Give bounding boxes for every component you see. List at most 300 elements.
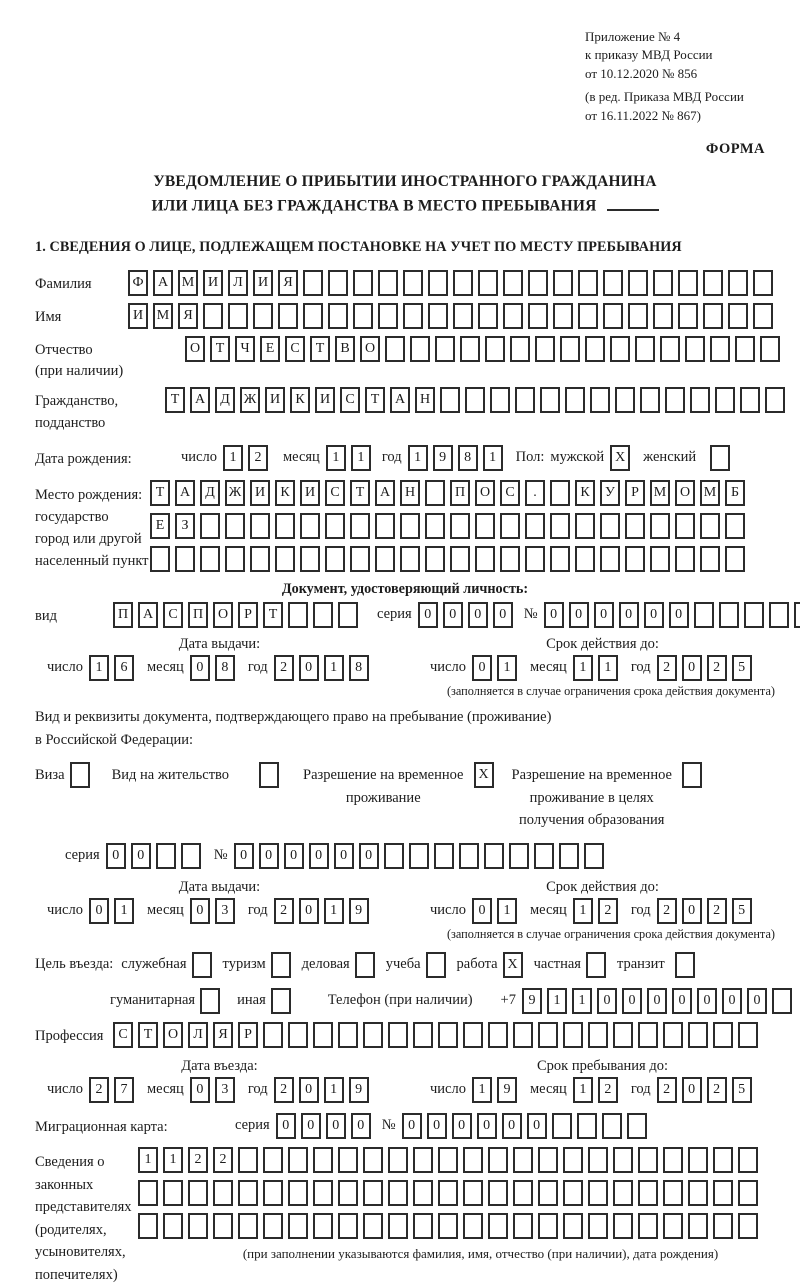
char-cell[interactable]: 0 (682, 1077, 702, 1103)
char-cell[interactable] (540, 387, 560, 413)
char-cell[interactable]: М (153, 303, 173, 329)
char-cell[interactable] (685, 336, 705, 362)
char-cell[interactable]: 2 (248, 445, 268, 471)
char-cell[interactable]: 1 (163, 1147, 183, 1173)
char-cell[interactable]: Р (238, 1022, 258, 1048)
char-cell[interactable] (263, 1147, 283, 1173)
char-cell[interactable] (275, 513, 295, 539)
char-cell[interactable]: 5 (732, 655, 752, 681)
char-cell[interactable]: Е (260, 336, 280, 362)
char-cell[interactable] (385, 336, 405, 362)
char-cell[interactable] (575, 546, 595, 572)
char-cell[interactable] (563, 1180, 583, 1206)
char-cell[interactable]: Н (400, 480, 420, 506)
char-cell[interactable] (288, 1180, 308, 1206)
char-cell[interactable]: 1 (572, 988, 592, 1014)
char-cell[interactable] (413, 1022, 433, 1048)
char-cell[interactable]: 0 (477, 1113, 497, 1139)
char-cell[interactable] (238, 1180, 258, 1206)
char-cell[interactable]: 0 (472, 898, 492, 924)
char-cell[interactable] (288, 1213, 308, 1239)
char-cell[interactable] (475, 546, 495, 572)
char-cell[interactable]: 0 (334, 843, 354, 869)
char-cell[interactable] (753, 303, 773, 329)
char-cell[interactable] (413, 1213, 433, 1239)
char-cell[interactable]: П (188, 602, 208, 628)
char-cell[interactable] (735, 336, 755, 362)
char-cell[interactable] (550, 513, 570, 539)
char-cell[interactable]: Ж (225, 480, 245, 506)
purpose-business-checkbox[interactable] (355, 952, 375, 978)
char-cell[interactable] (303, 270, 323, 296)
char-cell[interactable]: 1 (114, 898, 134, 924)
char-cell[interactable] (650, 513, 670, 539)
char-cell[interactable]: 3 (215, 898, 235, 924)
char-cell[interactable]: К (275, 480, 295, 506)
char-cell[interactable]: Т (350, 480, 370, 506)
char-cell[interactable]: З (175, 513, 195, 539)
char-cell[interactable] (613, 1022, 633, 1048)
char-cell[interactable] (500, 513, 520, 539)
char-cell[interactable]: 2 (188, 1147, 208, 1173)
char-cell[interactable] (428, 303, 448, 329)
char-cell[interactable] (638, 1213, 658, 1239)
temporary-residence-checkbox[interactable]: X (474, 762, 494, 788)
char-cell[interactable] (428, 270, 448, 296)
char-cell[interactable]: Т (165, 387, 185, 413)
char-cell[interactable] (453, 270, 473, 296)
char-cell[interactable] (603, 303, 623, 329)
char-cell[interactable] (250, 513, 270, 539)
char-cell[interactable] (563, 1147, 583, 1173)
char-cell[interactable]: 1 (497, 655, 517, 681)
char-cell[interactable] (163, 1180, 183, 1206)
char-cell[interactable] (150, 546, 170, 572)
char-cell[interactable] (378, 270, 398, 296)
char-cell[interactable] (694, 602, 714, 628)
visa-checkbox[interactable] (70, 762, 90, 788)
char-cell[interactable] (563, 1022, 583, 1048)
char-cell[interactable] (503, 270, 523, 296)
char-cell[interactable]: М (700, 480, 720, 506)
char-cell[interactable]: 2 (274, 898, 294, 924)
char-cell[interactable] (225, 513, 245, 539)
char-cell[interactable] (713, 1180, 733, 1206)
char-cell[interactable]: О (213, 602, 233, 628)
char-cell[interactable]: И (203, 270, 223, 296)
char-cell[interactable] (515, 387, 535, 413)
char-cell[interactable]: У (600, 480, 620, 506)
char-cell[interactable] (538, 1180, 558, 1206)
char-cell[interactable] (513, 1147, 533, 1173)
char-cell[interactable] (663, 1022, 683, 1048)
char-cell[interactable]: Е (150, 513, 170, 539)
char-cell[interactable] (313, 1022, 333, 1048)
char-cell[interactable] (613, 1180, 633, 1206)
char-cell[interactable] (400, 513, 420, 539)
char-cell[interactable] (500, 546, 520, 572)
char-cell[interactable] (703, 270, 723, 296)
char-cell[interactable]: О (163, 1022, 183, 1048)
char-cell[interactable] (688, 1022, 708, 1048)
temporary-residence-education-checkbox[interactable] (682, 762, 702, 788)
char-cell[interactable] (434, 843, 454, 869)
char-cell[interactable] (503, 303, 523, 329)
char-cell[interactable] (738, 1147, 758, 1173)
char-cell[interactable]: 5 (732, 898, 752, 924)
char-cell[interactable]: 0 (443, 602, 463, 628)
char-cell[interactable] (313, 1180, 333, 1206)
char-cell[interactable]: 0 (569, 602, 589, 628)
char-cell[interactable]: 0 (309, 843, 329, 869)
char-cell[interactable]: 2 (213, 1147, 233, 1173)
char-cell[interactable] (490, 387, 510, 413)
char-cell[interactable] (438, 1147, 458, 1173)
char-cell[interactable] (653, 303, 673, 329)
char-cell[interactable] (794, 602, 800, 628)
char-cell[interactable] (328, 270, 348, 296)
char-cell[interactable]: 1 (324, 898, 344, 924)
char-cell[interactable] (313, 1147, 333, 1173)
char-cell[interactable] (738, 1180, 758, 1206)
char-cell[interactable] (463, 1180, 483, 1206)
char-cell[interactable]: 0 (597, 988, 617, 1014)
char-cell[interactable]: Д (215, 387, 235, 413)
char-cell[interactable]: Ж (240, 387, 260, 413)
char-cell[interactable]: 0 (544, 602, 564, 628)
char-cell[interactable]: М (178, 270, 198, 296)
char-cell[interactable]: 8 (458, 445, 478, 471)
char-cell[interactable]: С (163, 602, 183, 628)
char-cell[interactable]: 6 (114, 655, 134, 681)
char-cell[interactable] (703, 303, 723, 329)
char-cell[interactable] (613, 1147, 633, 1173)
char-cell[interactable]: 0 (190, 898, 210, 924)
char-cell[interactable] (475, 513, 495, 539)
char-cell[interactable] (228, 303, 248, 329)
char-cell[interactable] (528, 270, 548, 296)
char-cell[interactable]: 8 (215, 655, 235, 681)
char-cell[interactable]: 0 (502, 1113, 522, 1139)
char-cell[interactable] (378, 303, 398, 329)
char-cell[interactable] (528, 303, 548, 329)
char-cell[interactable] (753, 270, 773, 296)
char-cell[interactable] (538, 1022, 558, 1048)
char-cell[interactable] (440, 387, 460, 413)
char-cell[interactable]: 2 (707, 1077, 727, 1103)
char-cell[interactable]: 1 (223, 445, 243, 471)
char-cell[interactable] (459, 843, 479, 869)
char-cell[interactable] (478, 303, 498, 329)
char-cell[interactable]: В (335, 336, 355, 362)
char-cell[interactable] (559, 843, 579, 869)
char-cell[interactable] (313, 602, 333, 628)
char-cell[interactable] (238, 1213, 258, 1239)
char-cell[interactable] (610, 336, 630, 362)
char-cell[interactable]: 1 (326, 445, 346, 471)
char-cell[interactable] (725, 546, 745, 572)
char-cell[interactable] (588, 1147, 608, 1173)
char-cell[interactable]: 2 (598, 1077, 618, 1103)
char-cell[interactable]: О (475, 480, 495, 506)
char-cell[interactable]: Я (213, 1022, 233, 1048)
char-cell[interactable]: 9 (433, 445, 453, 471)
char-cell[interactable]: Т (150, 480, 170, 506)
char-cell[interactable] (584, 843, 604, 869)
char-cell[interactable]: О (675, 480, 695, 506)
char-cell[interactable]: Р (238, 602, 258, 628)
char-cell[interactable]: Т (263, 602, 283, 628)
char-cell[interactable]: 9 (349, 1077, 369, 1103)
char-cell[interactable] (213, 1213, 233, 1239)
char-cell[interactable]: 2 (89, 1077, 109, 1103)
char-cell[interactable] (278, 303, 298, 329)
char-cell[interactable] (238, 1147, 258, 1173)
char-cell[interactable] (744, 602, 764, 628)
char-cell[interactable] (625, 513, 645, 539)
char-cell[interactable]: А (153, 270, 173, 296)
char-cell[interactable] (772, 988, 792, 1014)
char-cell[interactable] (353, 303, 373, 329)
char-cell[interactable] (590, 387, 610, 413)
char-cell[interactable] (338, 1180, 358, 1206)
char-cell[interactable] (638, 1147, 658, 1173)
char-cell[interactable] (513, 1213, 533, 1239)
char-cell[interactable] (602, 1113, 622, 1139)
char-cell[interactable]: 1 (547, 988, 567, 1014)
residence-permit-checkbox[interactable] (259, 762, 279, 788)
char-cell[interactable]: Л (228, 270, 248, 296)
char-cell[interactable] (203, 303, 223, 329)
purpose-work-checkbox[interactable]: X (503, 952, 523, 978)
char-cell[interactable] (615, 387, 635, 413)
char-cell[interactable]: 0 (299, 655, 319, 681)
char-cell[interactable]: 1 (598, 655, 618, 681)
char-cell[interactable]: С (285, 336, 305, 362)
char-cell[interactable]: 0 (351, 1113, 371, 1139)
char-cell[interactable] (363, 1213, 383, 1239)
char-cell[interactable]: 7 (114, 1077, 134, 1103)
purpose-official-checkbox[interactable] (192, 952, 212, 978)
char-cell[interactable] (728, 303, 748, 329)
char-cell[interactable] (438, 1022, 458, 1048)
char-cell[interactable] (738, 1213, 758, 1239)
char-cell[interactable]: Л (188, 1022, 208, 1048)
char-cell[interactable] (613, 1213, 633, 1239)
char-cell[interactable] (525, 546, 545, 572)
char-cell[interactable] (350, 513, 370, 539)
char-cell[interactable]: С (500, 480, 520, 506)
char-cell[interactable] (640, 387, 660, 413)
char-cell[interactable] (552, 1113, 572, 1139)
char-cell[interactable] (350, 546, 370, 572)
char-cell[interactable] (534, 843, 554, 869)
char-cell[interactable] (578, 270, 598, 296)
char-cell[interactable]: А (138, 602, 158, 628)
char-cell[interactable] (628, 270, 648, 296)
char-cell[interactable] (688, 1180, 708, 1206)
char-cell[interactable]: А (190, 387, 210, 413)
char-cell[interactable]: 0 (472, 655, 492, 681)
char-cell[interactable]: 0 (402, 1113, 422, 1139)
char-cell[interactable] (288, 602, 308, 628)
char-cell[interactable] (384, 843, 404, 869)
purpose-study-checkbox[interactable] (426, 952, 446, 978)
char-cell[interactable] (338, 602, 358, 628)
char-cell[interactable]: 0 (190, 655, 210, 681)
purpose-transit-checkbox[interactable] (675, 952, 695, 978)
char-cell[interactable]: 0 (299, 898, 319, 924)
char-cell[interactable]: 0 (468, 602, 488, 628)
char-cell[interactable]: 0 (234, 843, 254, 869)
char-cell[interactable]: С (340, 387, 360, 413)
char-cell[interactable] (485, 336, 505, 362)
char-cell[interactable]: П (113, 602, 133, 628)
char-cell[interactable]: 2 (274, 655, 294, 681)
char-cell[interactable]: 2 (707, 898, 727, 924)
char-cell[interactable] (588, 1022, 608, 1048)
char-cell[interactable] (688, 1213, 708, 1239)
char-cell[interactable]: 1 (351, 445, 371, 471)
char-cell[interactable]: Р (625, 480, 645, 506)
char-cell[interactable]: Ч (235, 336, 255, 362)
char-cell[interactable] (338, 1213, 358, 1239)
char-cell[interactable] (325, 513, 345, 539)
char-cell[interactable] (410, 336, 430, 362)
char-cell[interactable] (715, 387, 735, 413)
char-cell[interactable] (738, 1022, 758, 1048)
char-cell[interactable] (700, 513, 720, 539)
char-cell[interactable]: 0 (697, 988, 717, 1014)
char-cell[interactable]: О (360, 336, 380, 362)
char-cell[interactable] (200, 546, 220, 572)
char-cell[interactable]: С (113, 1022, 133, 1048)
char-cell[interactable] (425, 546, 445, 572)
char-cell[interactable] (313, 1213, 333, 1239)
char-cell[interactable] (263, 1022, 283, 1048)
char-cell[interactable]: 1 (138, 1147, 158, 1173)
char-cell[interactable] (509, 843, 529, 869)
char-cell[interactable]: 0 (418, 602, 438, 628)
char-cell[interactable]: 0 (722, 988, 742, 1014)
char-cell[interactable] (575, 513, 595, 539)
char-cell[interactable] (560, 336, 580, 362)
char-cell[interactable] (588, 1213, 608, 1239)
char-cell[interactable] (760, 336, 780, 362)
char-cell[interactable] (403, 303, 423, 329)
char-cell[interactable] (588, 1180, 608, 1206)
char-cell[interactable] (488, 1147, 508, 1173)
char-cell[interactable]: Н (415, 387, 435, 413)
char-cell[interactable] (563, 1213, 583, 1239)
char-cell[interactable]: 0 (452, 1113, 472, 1139)
char-cell[interactable] (653, 270, 673, 296)
char-cell[interactable]: 0 (299, 1077, 319, 1103)
sex-female-checkbox[interactable] (710, 445, 730, 471)
char-cell[interactable]: А (175, 480, 195, 506)
char-cell[interactable] (550, 546, 570, 572)
char-cell[interactable] (288, 1022, 308, 1048)
purpose-private-checkbox[interactable] (586, 952, 606, 978)
char-cell[interactable] (663, 1213, 683, 1239)
char-cell[interactable]: 0 (747, 988, 767, 1014)
char-cell[interactable] (275, 546, 295, 572)
char-cell[interactable] (700, 546, 720, 572)
char-cell[interactable] (600, 513, 620, 539)
char-cell[interactable]: Т (310, 336, 330, 362)
char-cell[interactable] (565, 387, 585, 413)
char-cell[interactable]: 0 (619, 602, 639, 628)
char-cell[interactable]: 0 (672, 988, 692, 1014)
char-cell[interactable]: И (315, 387, 335, 413)
char-cell[interactable] (325, 546, 345, 572)
char-cell[interactable] (388, 1022, 408, 1048)
char-cell[interactable]: К (575, 480, 595, 506)
char-cell[interactable]: Я (178, 303, 198, 329)
char-cell[interactable]: И (265, 387, 285, 413)
char-cell[interactable]: М (650, 480, 670, 506)
char-cell[interactable]: 9 (522, 988, 542, 1014)
char-cell[interactable] (263, 1213, 283, 1239)
char-cell[interactable] (550, 480, 570, 506)
char-cell[interactable] (665, 387, 685, 413)
char-cell[interactable]: 1 (497, 898, 517, 924)
char-cell[interactable] (585, 336, 605, 362)
char-cell[interactable] (713, 1022, 733, 1048)
char-cell[interactable] (627, 1113, 647, 1139)
char-cell[interactable] (188, 1180, 208, 1206)
char-cell[interactable] (488, 1180, 508, 1206)
char-cell[interactable] (338, 1147, 358, 1173)
char-cell[interactable] (635, 336, 655, 362)
char-cell[interactable] (525, 513, 545, 539)
char-cell[interactable]: 2 (598, 898, 618, 924)
char-cell[interactable] (513, 1180, 533, 1206)
char-cell[interactable]: 9 (349, 898, 369, 924)
char-cell[interactable] (638, 1022, 658, 1048)
char-cell[interactable]: Ф (128, 270, 148, 296)
char-cell[interactable]: 8 (349, 655, 369, 681)
char-cell[interactable] (353, 270, 373, 296)
char-cell[interactable] (453, 303, 473, 329)
char-cell[interactable] (578, 303, 598, 329)
char-cell[interactable]: 1 (573, 655, 593, 681)
char-cell[interactable]: 2 (707, 655, 727, 681)
char-cell[interactable] (463, 1147, 483, 1173)
char-cell[interactable] (769, 602, 789, 628)
char-cell[interactable]: 0 (427, 1113, 447, 1139)
char-cell[interactable] (463, 1213, 483, 1239)
char-cell[interactable] (678, 303, 698, 329)
char-cell[interactable]: 0 (622, 988, 642, 1014)
char-cell[interactable]: Т (365, 387, 385, 413)
char-cell[interactable] (138, 1180, 158, 1206)
char-cell[interactable]: 0 (301, 1113, 321, 1139)
char-cell[interactable]: И (250, 480, 270, 506)
char-cell[interactable] (400, 546, 420, 572)
char-cell[interactable]: Д (200, 480, 220, 506)
char-cell[interactable]: 1 (408, 445, 428, 471)
char-cell[interactable] (253, 303, 273, 329)
purpose-tourism-checkbox[interactable] (271, 952, 291, 978)
char-cell[interactable] (663, 1180, 683, 1206)
char-cell[interactable] (538, 1213, 558, 1239)
char-cell[interactable] (713, 1147, 733, 1173)
char-cell[interactable] (690, 387, 710, 413)
char-cell[interactable] (628, 303, 648, 329)
char-cell[interactable]: 0 (527, 1113, 547, 1139)
char-cell[interactable]: 1 (573, 898, 593, 924)
